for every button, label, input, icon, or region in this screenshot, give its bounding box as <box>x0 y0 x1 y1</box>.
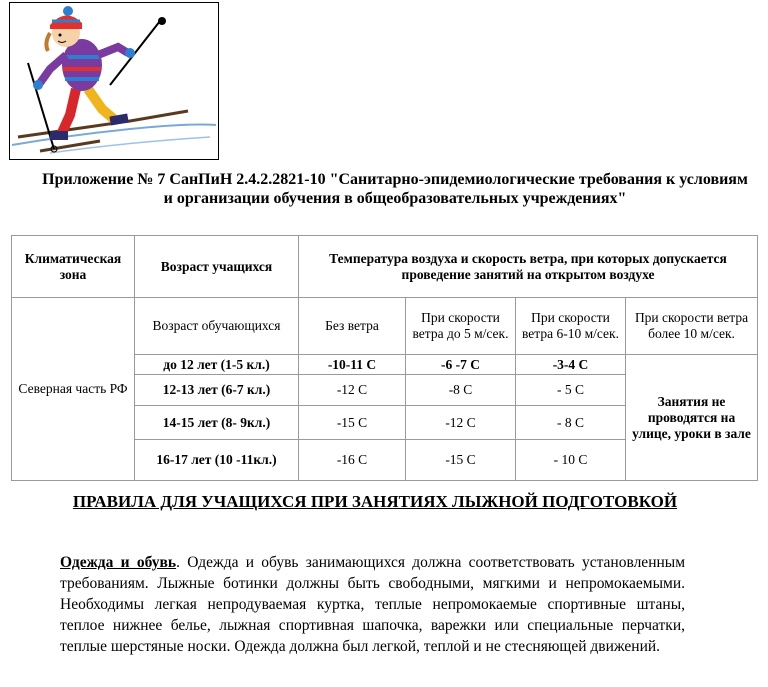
row-no-wind: -10-11 С <box>299 355 406 375</box>
row-wind-5: -15 С <box>406 440 516 481</box>
row-no-wind: -16 С <box>299 440 406 481</box>
row-age: 14-15 лет (8- 9кл.) <box>135 406 299 440</box>
row-age: до 12 лет (1-5 кл.) <box>135 355 299 375</box>
row-wind-5: -6 -7 С <box>406 355 516 375</box>
subheader-age: Возраст обучающихся <box>135 298 299 355</box>
subheader-no-wind: Без ветра <box>299 298 406 355</box>
row-no-wind: -12 С <box>299 375 406 406</box>
rules-body: . Одежда и обувь занимающихся должна соответствовать установленным требованиям. Лыжные ботинки должны быть свободными, мягкими и непромокаемыми. Необходимы легкая непродуваемая куртка, теплые непромокаемые спортивные штаны, теплое нижнее белье, лыжная спортивная шапочка, варежки или специальные перчатки, теплые шерстяные носки. Одежда должна был легкой, теплой и не стесняющей движений. <box>60 554 686 655</box>
row-age: 16-17 лет (10 -11кл.) <box>135 440 299 481</box>
rules-paragraph <box>60 552 685 657</box>
row-wind-6-10: - 8 С <box>516 406 626 440</box>
row-no-wind: -15 С <box>299 406 406 440</box>
row-wind-5: -8 С <box>406 375 516 406</box>
subheader-wind-over-10: При скорости ветра более 10 м/сек. <box>626 298 758 355</box>
table-subheader-row <box>12 298 758 355</box>
weather-norms-table <box>11 235 758 481</box>
skier-drawing <box>10 3 218 159</box>
skier-illustration <box>9 2 219 160</box>
row-wind-6-10: -3-4 С <box>516 355 626 375</box>
document-heading: Приложение № 7 СанПиН 2.4.2.2821-10 "Санитарно-эпидемиологические требования к условиям и организации обучения в общеобразовательных учреждениях" <box>42 171 748 207</box>
row-wind-5: -12 С <box>406 406 516 440</box>
rules-title: ПРАВИЛА ДЛЯ УЧАЩИХСЯ ПРИ ЗАНЯТИЯХ ЛЫЖНОЙ ПОДГОТОВКОЙ <box>72 492 678 511</box>
row-wind-6-10: - 5 С <box>516 375 626 406</box>
header-conditions: Температура воздуха и скорость ветра, при которых допускается проведение занятий на открытом воздухе <box>299 236 758 298</box>
over-10-note: Занятия не проводятся на улице, уроки в зале <box>626 355 758 481</box>
header-age: Возраст учащихся <box>135 236 299 298</box>
rules-lead: Одежда и обувь <box>60 554 177 571</box>
table-header-row <box>12 236 758 298</box>
subheader-wind-5: При скорости ветра до 5 м/сек. <box>406 298 516 355</box>
zone-cell: Северная часть РФ <box>12 298 135 481</box>
header-zone: Климатическая зона <box>12 236 135 298</box>
row-wind-6-10: - 10 С <box>516 440 626 481</box>
row-age: 12-13 лет (6-7 кл.) <box>135 375 299 406</box>
subheader-wind-6-10: При скорости ветра 6-10 м/сек. <box>516 298 626 355</box>
